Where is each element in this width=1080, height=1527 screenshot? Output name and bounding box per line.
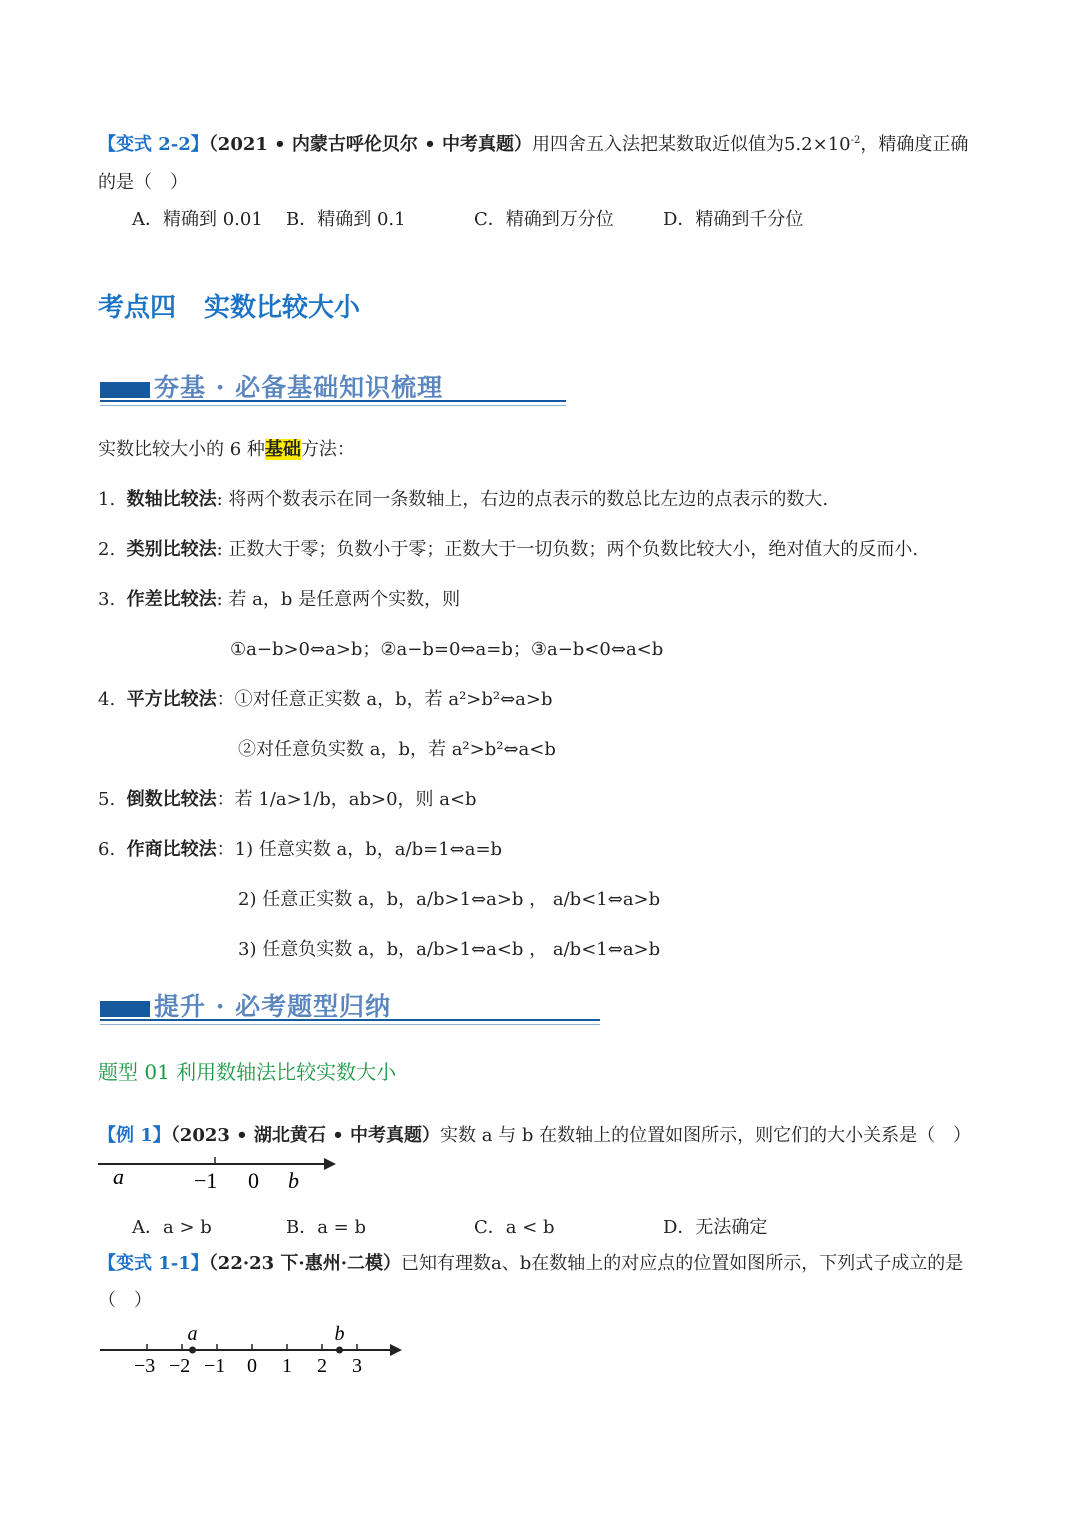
method-4-sub: ②对任意负实数 a，b，若 a²>b²⇔a<b xyxy=(238,739,556,760)
method-text: : 若 a，b 是任意两个实数，则 xyxy=(216,589,461,610)
method-text: : 正数大于零；负数小于零；正数大于一切负数；两个负数比较大小，绝对值大的反而小. xyxy=(216,539,919,560)
ex1-option-b[interactable]: B．a = b xyxy=(286,1217,367,1238)
ex1-tag: 【例 1】 xyxy=(98,1125,171,1146)
q22-tag: 【变式 2-2】 xyxy=(98,134,209,155)
ex1-label-minus1: −1 xyxy=(194,1168,218,1193)
q11-point-a xyxy=(189,1347,196,1354)
intro-pre: 实数比较大小的 6 种 xyxy=(98,439,265,460)
q11-tag: 【变式 1-1】 xyxy=(98,1253,209,1274)
method-6-sub-2: 3) 任意负实数 a，b，a/b>1⇔a<b ， a/b<1⇔a>b xyxy=(238,939,661,960)
ex1-number-line xyxy=(96,1150,346,1200)
q22-line2: 的是（ ） xyxy=(98,172,188,193)
method-num: 2. xyxy=(98,539,116,560)
ex1-label-b: b xyxy=(288,1168,299,1193)
q11-point-b xyxy=(336,1347,343,1354)
ex1-label-a: a xyxy=(113,1164,124,1189)
ex1-label-0: 0 xyxy=(248,1168,259,1193)
intro-highlight: 基础 xyxy=(264,439,301,460)
q22-option-a[interactable]: A．精确到 0.01 xyxy=(132,209,263,230)
q11-number-line xyxy=(96,1318,416,1378)
method-2 xyxy=(98,535,918,561)
q22-option-b[interactable]: B．精确到 0.1 xyxy=(286,209,406,230)
q11-line2: （ ） xyxy=(98,1290,152,1311)
method-text: ：若 1/a>1/b，ab>0，则 a<b xyxy=(216,789,477,810)
q22-option-c[interactable]: C．精确到万分位 xyxy=(474,209,614,230)
method-3 xyxy=(98,585,460,611)
method-num: 5. xyxy=(98,789,116,810)
method-6-sub-1: 2) 任意正实数 a，b，a/b>1⇔a>b ， a/b<1⇔a>b xyxy=(238,889,661,910)
q22-source: （2021 • 内蒙古呼伦贝尔 • 中考真题） xyxy=(208,134,532,155)
q22-stem: 用四舍五入法把某数取近似值为5.2×10 xyxy=(531,134,851,155)
q11-label-b: b xyxy=(334,1323,345,1345)
method-name: 平方比较法 xyxy=(126,689,217,710)
section-bar-title: 提升 · 必考题型归纳 xyxy=(154,992,392,1021)
q11-ticks xyxy=(134,1344,362,1377)
tick-label: 0 xyxy=(247,1355,257,1377)
type01-title: 题型 01 利用数轴法比较实数大小 xyxy=(98,1060,397,1084)
section-bar-line-thin xyxy=(100,1024,600,1025)
axis-arrow-icon xyxy=(324,1158,336,1170)
q11-source: （22·23 下·惠州·二模） xyxy=(208,1253,401,1274)
kaodian-heading xyxy=(98,287,360,324)
method-num: 1. xyxy=(98,489,116,510)
tick-label: −3 xyxy=(134,1355,156,1377)
q22-line1 xyxy=(98,130,968,156)
method-5 xyxy=(98,785,477,811)
section-bar-line-thin xyxy=(100,405,566,406)
method-text: : 将两个数表示在同一条数轴上，右边的点表示的数总比左边的点表示的数大. xyxy=(216,489,829,510)
kaodian-label: 考点四 xyxy=(98,293,177,323)
method-name: 数轴比较法 xyxy=(126,489,217,510)
tick-label: −1 xyxy=(204,1355,226,1377)
q22-exp: -2 xyxy=(850,135,861,146)
tick-label: 3 xyxy=(352,1355,362,1377)
method-name: 类别比较法 xyxy=(126,539,217,560)
q22-stem-tail: ，精确度正确 xyxy=(860,134,969,155)
kaodian-title: 实数比较大小 xyxy=(204,293,361,323)
intro-post: 方法： xyxy=(300,439,355,460)
tick-label: −2 xyxy=(169,1355,191,1377)
method-1 xyxy=(98,485,828,511)
method-num: 3. xyxy=(98,589,116,610)
q22-option-d[interactable]: D．精确到千分位 xyxy=(663,209,804,230)
section-bar-title: 夯基 · 必备基础知识梳理 xyxy=(154,373,444,402)
ex1-option-d[interactable]: D．无法确定 xyxy=(663,1217,768,1238)
q11-stem-line xyxy=(98,1249,963,1275)
section-bar-block xyxy=(100,1001,150,1017)
section-bar-advanced xyxy=(100,985,600,1025)
method-name: 作差比较法 xyxy=(126,589,217,610)
intro-text xyxy=(98,435,355,461)
q11-label-a: a xyxy=(187,1323,198,1345)
method-3-sub: ①a−b>0⇔a>b；②a−b=0⇔a=b；③a−b<0⇔a<b xyxy=(230,639,664,660)
method-num: 6. xyxy=(98,839,116,860)
section-bar-basics xyxy=(100,366,566,406)
method-text: ：①对任意正实数 a，b，若 a²>b²⇔a>b xyxy=(216,689,553,710)
ex1-stem: 实数 a 与 b 在数轴上的位置如图所示，则它们的大小关系是（ ） xyxy=(439,1125,972,1146)
axis-arrow-icon xyxy=(390,1344,402,1356)
ex1-source: （2023 • 湖北黄石 • 中考真题） xyxy=(170,1125,440,1146)
tick-label: 1 xyxy=(282,1355,292,1377)
method-4 xyxy=(98,685,553,711)
section-bar-block xyxy=(100,382,150,398)
method-name: 倒数比较法 xyxy=(126,789,217,810)
q11-stem: 已知有理数a、b在数轴上的对应点的位置如图所示，下列式子成立的是 xyxy=(400,1253,964,1274)
ex1-stem-line xyxy=(98,1121,971,1147)
method-name: 作商比较法 xyxy=(126,839,217,860)
ex1-option-a[interactable]: A．a > b xyxy=(132,1217,212,1238)
method-6 xyxy=(98,835,502,861)
method-num: 4. xyxy=(98,689,116,710)
ex1-option-c[interactable]: C．a < b xyxy=(474,1217,555,1238)
tick-label: 2 xyxy=(317,1355,327,1377)
method-text: ：1) 任意实数 a，b，a/b=1⇔a=b xyxy=(216,839,503,860)
